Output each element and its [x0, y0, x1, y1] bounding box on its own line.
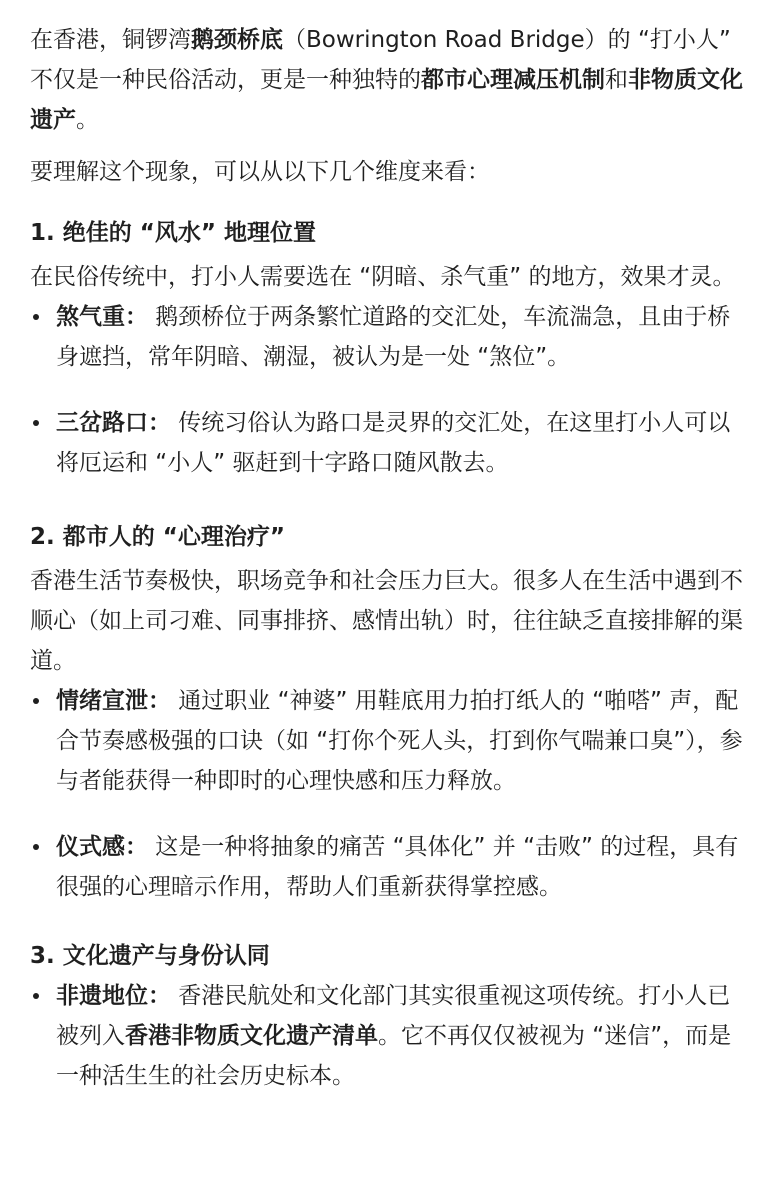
intro-bold-mechanism: 都市心理减压机制	[421, 67, 605, 93]
bottom-fade-overlay	[0, 1160, 783, 1200]
section-2-heading: 2. 都市人的 “心理治疗”	[30, 524, 285, 550]
section-3-list	[30, 976, 753, 1096]
intro-paragraph	[30, 20, 753, 140]
intro-text-3: 和	[605, 67, 628, 93]
section-1-heading: 1. 绝佳的 “风水” 地理位置	[30, 220, 316, 246]
section-1-body: 在民俗传统中，打小人需要选在 “阴暗、杀气重” 的地方，效果才灵。	[30, 264, 736, 290]
bullet-text: 通过职业 “神婆” 用鞋底用力拍打纸人的 “啪嗒” 声，配合节奏感极强的口诀（如 “打你个死人头，打到你气喘兼口臭”），参与者能获得一种即时的心理快感和压力释放。	[56, 688, 743, 794]
bullet-text-1: 香港民航处和文化部门其实很重视这项传统。打小人已被列入	[56, 983, 731, 1049]
intro-bold-location: 鹅颈桥底	[191, 27, 283, 53]
list-item	[30, 297, 753, 377]
section-1-list	[30, 297, 753, 483]
bullet-text: 传统习俗认为路口是灵界的交汇处，在这里打小人可以将厄运和 “小人” 驱赶到十字路口随风散去。	[56, 410, 731, 476]
bullet-text: 鹅颈桥位于两条繁忙道路的交汇处，车流湍急，且由于桥身遮挡，常年阴暗、潮湿，被认为是一处 “煞位”。	[56, 304, 731, 370]
bullet-term: 三岔路口：	[56, 410, 171, 436]
intro-text-4: 。	[76, 107, 99, 133]
bullet-bold-heritage-list: 香港非物质文化遗产清单	[125, 1023, 378, 1049]
list-item	[30, 403, 753, 483]
bullet-text-2: 。它不再仅仅被视为 “迷信”，而是一种活生生的社会历史标本。	[56, 1023, 732, 1089]
bullet-term: 仪式感：	[56, 834, 148, 860]
intro-text-2: （Bowrington Road Bridge）的 “打小人” 不仅是一种民俗活动，更是一种独特的	[30, 27, 731, 93]
bullet-term: 煞气重：	[56, 304, 148, 330]
section-2-body: 香港生活节奏极快，职场竞争和社会压力巨大。很多人在生活中遇到不顺心（如上司刁难、同事排挤、感情出轨）时，往往缺乏直接排解的渠道。	[30, 568, 743, 674]
list-item	[30, 827, 753, 907]
list-item	[30, 976, 753, 1096]
section-3-heading: 3. 文化遗产与身份认同	[30, 943, 270, 969]
bullet-term: 非遗地位：	[56, 983, 171, 1009]
section-2-list	[30, 681, 753, 907]
lead-paragraph: 要理解这个现象，可以从以下几个维度来看：	[30, 159, 490, 185]
intro-bold-heritage: 非物质文化遗产	[30, 67, 743, 133]
list-item	[30, 681, 753, 801]
bullet-text: 这是一种将抽象的痛苦 “具体化” 并 “击败” 的过程，具有很强的心理暗示作用，帮助人们重新获得掌控感。	[56, 834, 739, 900]
intro-text-1: 在香港，铜锣湾	[30, 27, 191, 53]
bullet-term: 情绪宣泄：	[56, 688, 171, 714]
